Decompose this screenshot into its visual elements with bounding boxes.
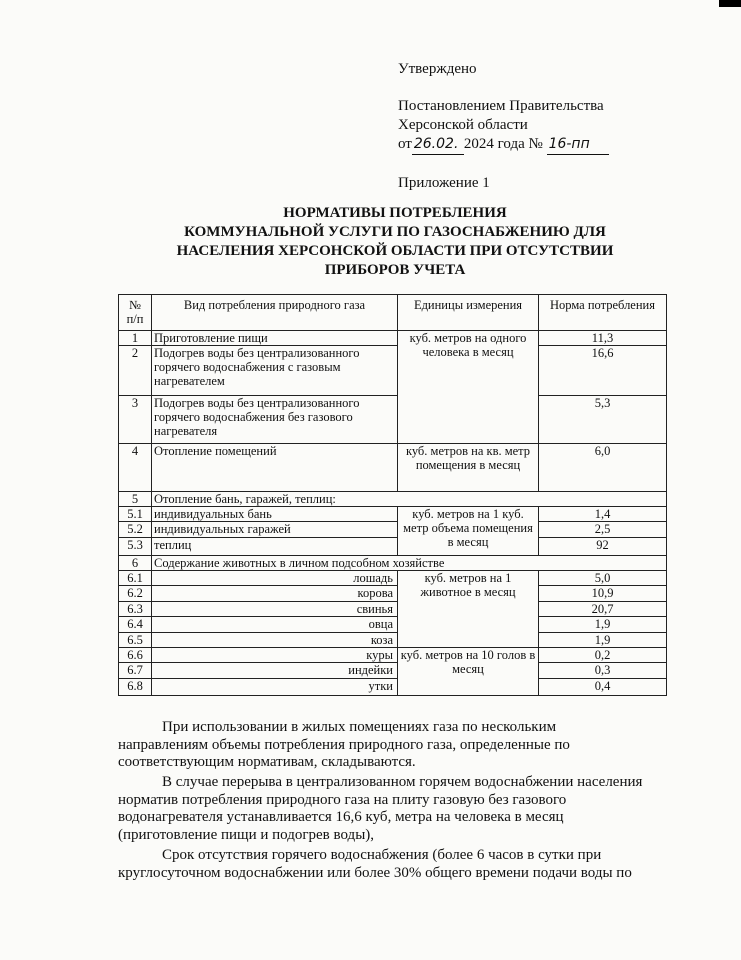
table-row xyxy=(119,346,667,396)
table-row xyxy=(119,331,667,346)
table-cell: 4 xyxy=(119,444,152,492)
table-row xyxy=(119,492,667,507)
table-cell: куры xyxy=(152,648,398,663)
table-cell: Отопление помещений xyxy=(152,444,398,492)
resolution-date-line xyxy=(398,135,698,155)
unit-per-person: куб. метров на одного человека в месяц xyxy=(398,331,539,444)
table-cell: 92 xyxy=(539,538,667,556)
approved-label: Утверждено xyxy=(398,61,477,77)
table-cell: 6.5 xyxy=(119,633,152,648)
title-line-3: НАСЕЛЕНИЯ ХЕРСОНСКОЙ ОБЛАСТИ ПРИ ОТСУТСТВИИ xyxy=(176,243,614,259)
table-cell: 5.1 xyxy=(119,507,152,522)
header-norm: Норма потребления xyxy=(539,295,667,331)
table-cell: овца xyxy=(152,617,398,633)
table-cell: 0,4 xyxy=(539,679,667,696)
table-row xyxy=(119,522,667,538)
table-cell: 20,7 xyxy=(539,602,667,617)
date-prefix: от xyxy=(398,136,412,152)
table-row xyxy=(119,396,667,444)
table-cell: 1,9 xyxy=(539,633,667,648)
corner-mark xyxy=(719,0,741,7)
table-cell: 6.4 xyxy=(119,617,152,633)
table-cell: лошадь xyxy=(152,571,398,586)
table-cell: 1,9 xyxy=(539,617,667,633)
table-cell: 6 xyxy=(119,556,152,571)
table-row xyxy=(119,444,667,492)
resolution-line-1: Постановлением Правительства xyxy=(398,98,604,114)
header-type: Вид потребления природного газа xyxy=(152,295,398,331)
year-text: 2024 года № xyxy=(463,136,543,152)
approval-block xyxy=(398,60,698,193)
unit-per-volume: куб. метров на 1 куб. метр объема помещения в месяц xyxy=(398,507,539,556)
table-cell: свинья xyxy=(152,602,398,617)
table-cell: 6,0 xyxy=(539,444,667,492)
appendix-label: Приложение 1 xyxy=(398,175,490,191)
table-cell: 5,0 xyxy=(539,571,667,586)
table-row xyxy=(119,571,667,586)
header-num: № п/п xyxy=(119,295,152,331)
table-row xyxy=(119,663,667,679)
title-line-4: ПРИБОРОВ УЧЕТА xyxy=(324,262,466,278)
table-cell: коза xyxy=(152,633,398,648)
table-cell: 3 xyxy=(119,396,152,444)
title-line-2: КОММУНАЛЬНОЙ УСЛУГИ ПО ГАЗОСНАБЖЕНИЮ ДЛЯ xyxy=(184,224,606,240)
paragraph-hot-water-interruption: В случае перерыва в централизованном горячем водоснабжении населения норматив потребления природного газа на плиту газовую без газового водонагревателя устанавливается 16,6 куб, метра на человека в месяц (приготовление пищи и подогрев воды), xyxy=(118,774,643,843)
table-row xyxy=(119,556,667,571)
table-cell: 6.8 xyxy=(119,679,152,696)
table-cell: 16,6 xyxy=(539,346,667,396)
table-header-row xyxy=(119,295,667,331)
table-cell: Содержание животных в личном подсобном хозяйстве xyxy=(152,556,667,571)
table-row xyxy=(119,507,667,522)
table-cell: 10,9 xyxy=(539,586,667,602)
table-cell: утки xyxy=(152,679,398,696)
table-cell: 11,3 xyxy=(539,331,667,346)
document-title xyxy=(100,204,690,280)
table-cell: теплиц xyxy=(152,538,398,556)
table-cell: корова xyxy=(152,586,398,602)
unit-per-10-heads: куб. метров на 10 голов в месяц xyxy=(398,648,539,696)
table-cell: индивидуальных бань xyxy=(152,507,398,522)
table-cell: 0,3 xyxy=(539,663,667,679)
table-cell: индейки xyxy=(152,663,398,679)
table-cell: Приготовление пищи xyxy=(152,331,398,346)
paragraph-hot-water-absence: Срок отсутствия горячего водоснабжения (более 6 часов в сутки при круглосуточном водоснабжении или более 30% общего времени подачи воды по xyxy=(118,847,632,881)
table-cell: 6.7 xyxy=(119,663,152,679)
table-row xyxy=(119,633,667,648)
table-cell: Подогрев воды без централизованного горячего водоснабжения без газового нагревателя xyxy=(152,396,398,444)
header-unit: Единицы измерения xyxy=(398,295,539,331)
title-line-1: НОРМАТИВЫ ПОТРЕБЛЕНИЯ xyxy=(283,205,507,221)
table-row xyxy=(119,602,667,617)
table-cell: 5 xyxy=(119,492,152,507)
table-cell: 1 xyxy=(119,331,152,346)
norms-table xyxy=(118,294,667,696)
table-cell: 6.1 xyxy=(119,571,152,586)
table-cell: 0,2 xyxy=(539,648,667,663)
unit-per-animal: куб. метров на 1 животное в месяц xyxy=(398,571,539,648)
table-cell: 2 xyxy=(119,346,152,396)
table-cell: 6.3 xyxy=(119,602,152,617)
table-cell: индивидуальных гаражей xyxy=(152,522,398,538)
table-row xyxy=(119,679,667,696)
table-cell: 2,5 xyxy=(539,522,667,538)
table-row xyxy=(119,648,667,663)
table-cell: 1,4 xyxy=(539,507,667,522)
table-cell: 5,3 xyxy=(539,396,667,444)
table-cell: 5.2 xyxy=(119,522,152,538)
table-cell: 6.2 xyxy=(119,586,152,602)
table-cell: 6.6 xyxy=(119,648,152,663)
table-row xyxy=(119,538,667,556)
handwritten-number: 16-пп xyxy=(547,135,609,155)
table-cell: Отопление бань, гаражей, теплиц: xyxy=(152,492,667,507)
handwritten-date: 26.02. xyxy=(412,135,464,155)
resolution-line-2: Херсонской области xyxy=(398,117,528,133)
table-row xyxy=(119,617,667,633)
table-cell: Подогрев воды без централизованного горячего водоснабжения с газовым нагревателем xyxy=(152,346,398,396)
unit-per-sqm: куб. метров на кв. метр помещения в месяц xyxy=(398,444,539,492)
table-cell: 5.3 xyxy=(119,538,152,556)
paragraph-combined-use: При использовании в жилых помещениях газа по нескольким направлениям объемы потребления природного газа, определенные по соответствующим нормативам, складываются. xyxy=(118,719,570,770)
table-row xyxy=(119,586,667,602)
